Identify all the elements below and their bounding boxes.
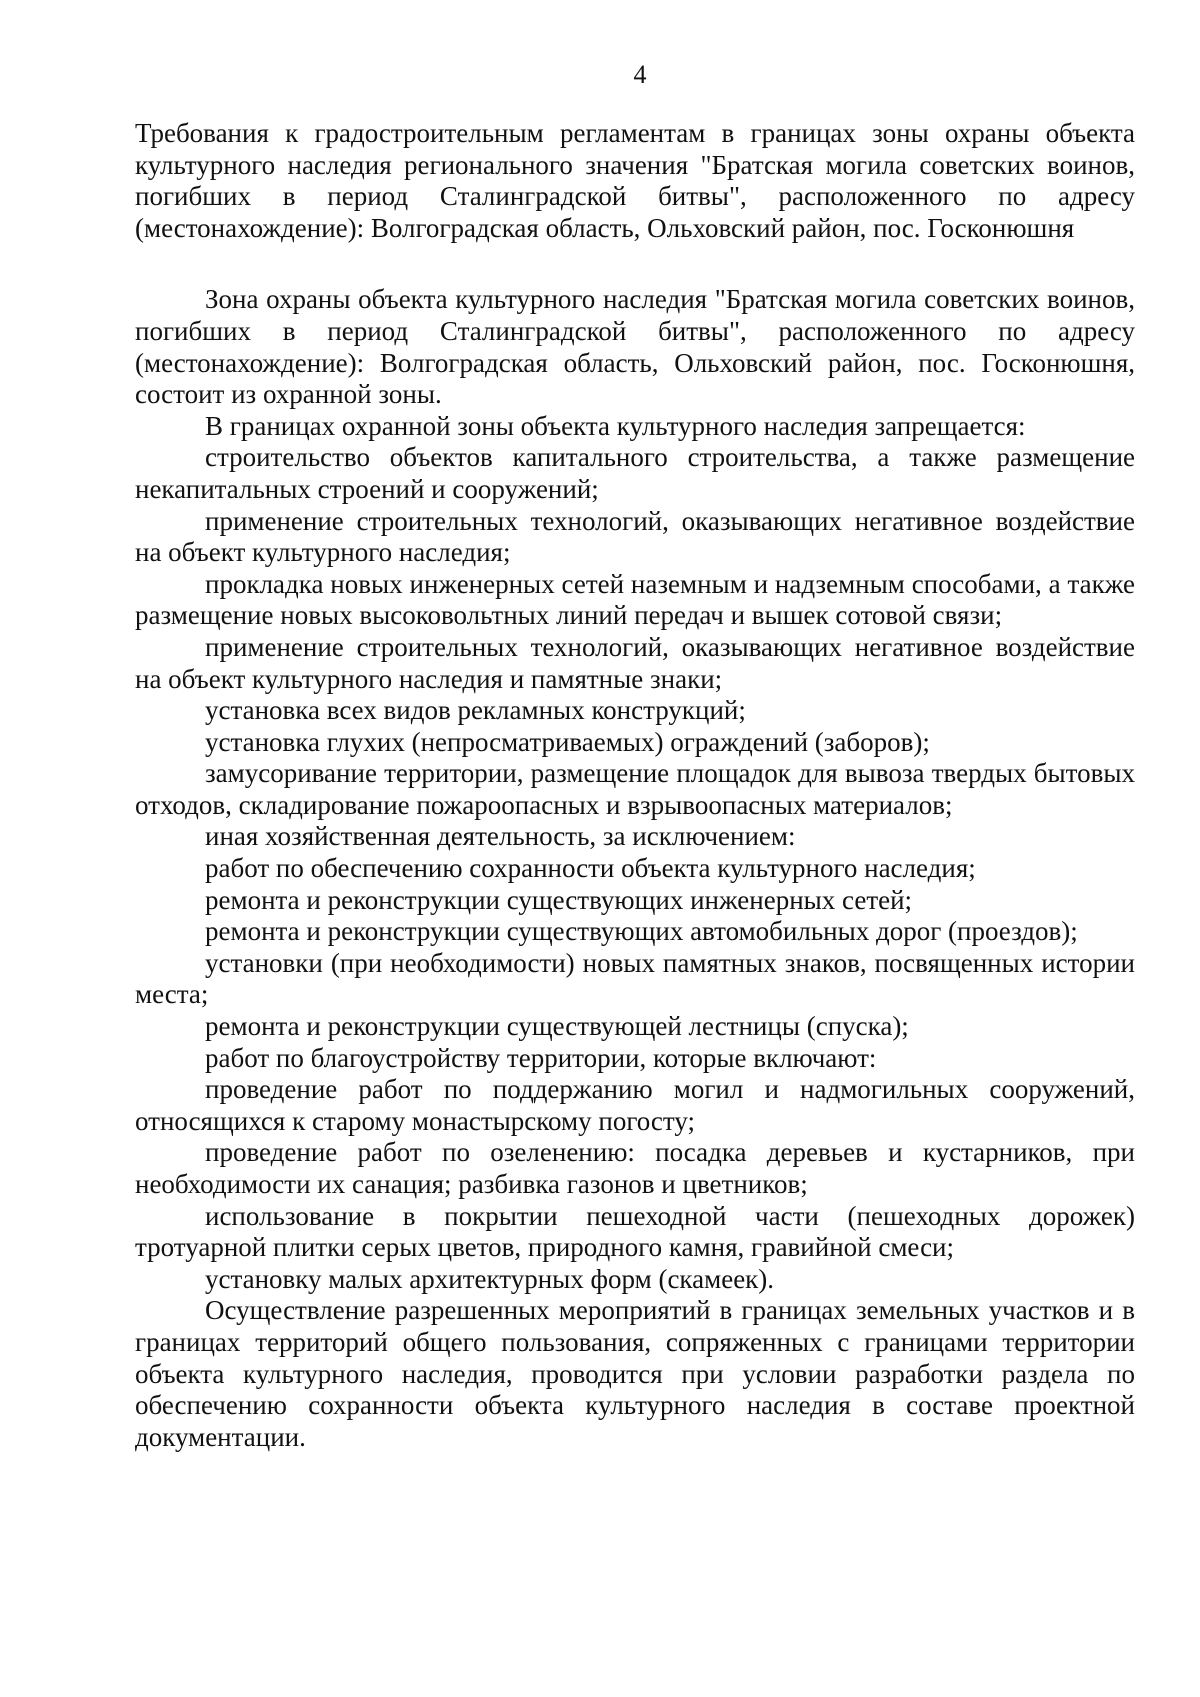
list-item: установка всех видов рекламных конструкций; xyxy=(205,695,746,726)
list-item: установку малых архитектурных форм (скамеек). xyxy=(205,1263,775,1294)
list-item: проведение работ по озеленению: посадка деревьев и кустарников, при необходимости их санация; разбивка газонов и цветников; xyxy=(135,1137,1135,1199)
list-item: применение строительных технологий, оказывающих негативное воздействие на объект культурного наследия и памятные знаки; xyxy=(135,631,1135,694)
list-item: использование в покрытии пешеходной части (пешеходных дорожек) тротуарной плитки серых цветов, природного камня, гравийной смеси; xyxy=(135,1200,1135,1263)
list-item: проведение работ по поддержанию могил и надмогильных сооружений, относящихся к старому монастырскому погосту; xyxy=(135,1074,1135,1136)
paragraph-zone-composition: Зона охраны объекта культурного наследия "Братская могила советских воинов, погибших в период Сталинградской битвы", расположенного по адресу (местонахождение): Волгоградская область, Ольховский район, пос. Госконюшня, состоит из охранной зоны. xyxy=(135,284,1135,410)
paragraph-prohibitions-intro: В границах охранной зоны объекта культурного наследия запрещается: xyxy=(205,410,1026,441)
list-item: иная хозяйственная деятельность, за исключением: xyxy=(205,821,796,852)
list-item: работ по обеспечению сохранности объекта культурного наследия; xyxy=(205,853,976,884)
spacer xyxy=(135,244,1135,284)
list-item: ремонта и реконструкции существующих автомобильных дорог (проездов); xyxy=(205,916,1078,947)
document-body xyxy=(135,118,1135,1453)
list-item: работ по благоустройству территории, которые включают: xyxy=(205,1042,877,1073)
paragraph-permitted-activities: Осуществление разрешенных мероприятий в границах земельных участков и в границах территорий общего пользования, сопряженных с границами территории объекта культурного наследия, проводится при условии разработки раздела по обеспечению сохранности объекта культурного наследия в составе проектной документации. xyxy=(135,1295,1135,1452)
section-heading: Требования к градостроительным регламентам в границах зоны охраны объекта культурного наследия регионального значения "Братская могила советских воинов, погибших в период Сталинградской битвы", расположенного по адресу (местонахождение): Волгоградская область, Ольховский район, пос. Госконюшня xyxy=(135,118,1135,243)
page-number: 4 xyxy=(633,60,647,89)
list-item: ремонта и реконструкции существующих инженерных сетей; xyxy=(205,884,913,915)
list-item: установки (при необходимости) новых памятных знаков, посвященных истории места; xyxy=(135,947,1135,1010)
list-item: строительство объектов капитального строительства, а также размещение некапитальных строений и сооружений; xyxy=(135,442,1135,504)
list-item: замусоривание территории, размещение площадок для вывоза твердых бытовых отходов, складирование пожароопасных и взрывоопасных материалов; xyxy=(135,758,1135,820)
list-item: применение строительных технологий, оказывающих негативное воздействие на объект культурного наследия; xyxy=(135,505,1135,568)
list-item: прокладка новых инженерных сетей наземным и надземным способами, а также размещение новых высоковольтных линий передач и вышек сотовой связи; xyxy=(135,568,1135,631)
list-item: установка глухих (непросматриваемых) ограждений (заборов); xyxy=(205,726,930,757)
list-item: ремонта и реконструкции существующей лестницы (спуска); xyxy=(205,1011,909,1042)
